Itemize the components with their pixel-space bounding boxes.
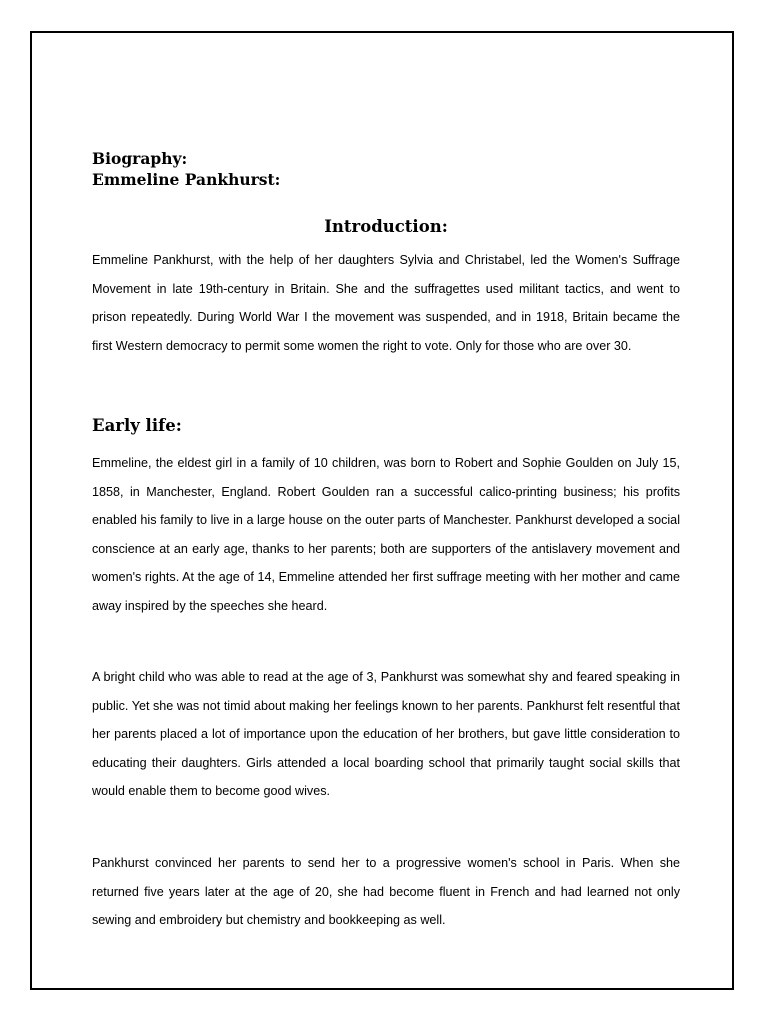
- early-life-paragraph-1: Emmeline, the eldest girl in a family of 10 children, was born to Robert and Sophie Goulden on July 15, 1858, in Manchester, England. Robert Goulden ran a successful calico-printing business; his profits enabled his family to live in a large house on the outer parts of Manchester. Pankhurst developed a social conscience at an early age, thanks to her parents; both are supporters of the antislavery movement and women's rights. At the age of 14, Emmeline attended her first suffrage meeting with her mother and came away inspired by the speeches she heard.: [92, 456, 680, 613]
- title-biography: Biography:: [92, 149, 188, 168]
- introduction-paragraph: Emmeline Pankhurst, with the help of her daughters Sylvia and Christabel, led the Women's Suffrage Movement in late 19th-century in Britain. She and the suffragettes used militant tactics, and went to prison repeatedly. During World War I the movement was suspended, and in 1918, Britain became the first Western democracy to permit some women the right to vote. Only for those who are over 30.: [92, 253, 680, 353]
- early-life-paragraph-3: Pankhurst convinced her parents to send her to a progressive women's school in Paris. When she returned five years later at the age of 20, she had become fluent in French and had learned not only sewing and embroidery but chemistry and bookkeeping as well.: [92, 856, 680, 927]
- introduction-heading: Introduction:: [324, 217, 448, 236]
- early-life-paragraph-2: A bright child who was able to read at the age of 3, Pankhurst was somewhat shy and feared speaking in public. Yet she was not timid about making her feelings known to her parents. Pankhurst felt resentful that her parents placed a lot of importance upon the education of her brothers, but gave little consideration to educating their daughters. Girls attended a local boarding school that primarily taught social skills that would enable them to become good wives.: [92, 670, 680, 798]
- early-life-heading: Early life:: [92, 416, 182, 435]
- title-subject-name: Emmeline Pankhurst:: [92, 170, 281, 189]
- document-page: [30, 31, 734, 990]
